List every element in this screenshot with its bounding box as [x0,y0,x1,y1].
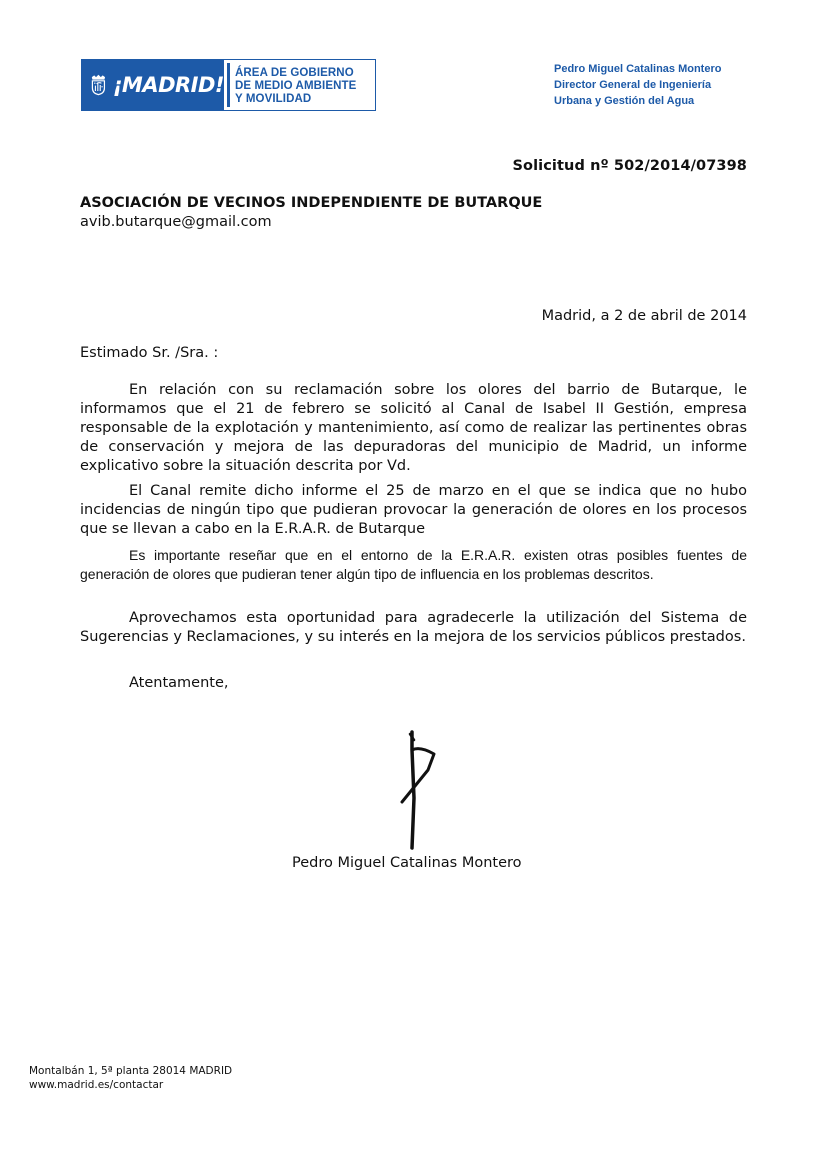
madrid-logo [81,59,376,111]
recipient-name: ASOCIACIÓN DE VECINOS INDEPENDIENTE DE BUTARQUE [80,195,543,211]
footer-address: Montalbán 1, 5ª planta 28014 MADRID [29,1065,233,1077]
body-paragraph-1: En relación con su reclamación sobre los olores del barrio de Butarque, le informamos que el 21 de febrero se solicitó al Canal de Isabel II Gestión, empresa responsable de la explotación y mantenimiento, así como de realizar las pertinentes obras de conservación y mejora de las depuradoras del municipio de Madrid, un informe explicativo sobre la situación descrita por Vd. [80,382,747,474]
handwritten-signature [392,728,442,853]
letter-date: Madrid, a 2 de abril de 2014 [541,308,747,324]
body-paragraph-2: El Canal remite dicho informe el 25 de marzo en el que se indica que no hubo incidencias de ningún tipo que pudieran provocar la generación de olores en los procesos que se llevan a cabo en la E.R.A.R. de Butarque [80,483,747,537]
logo-line-1: ÁREA DE GOBIERNO [235,66,354,79]
sender-title-line-2: Urbana y Gestión del Agua [554,95,695,107]
recipient-email: avib.butarque@gmail.com [80,214,272,230]
signer-name: Pedro Miguel Catalinas Montero [292,855,522,871]
salutation: Estimado Sr. /Sra. : [80,345,219,361]
footer [29,1064,232,1092]
request-reference: Solicitud nº 502/2014/07398 [512,158,747,174]
logo-brand-block [82,60,224,110]
logo-line-3: Y MOVILIDAD [235,92,312,105]
footer-website: www.madrid.es/contactar [29,1079,164,1091]
sender-block [554,61,721,109]
logo-brand-text: ¡MADRID! [112,73,224,97]
logo-line-2: DE MEDIO AMBIENTE [235,79,357,92]
logo-department-block [227,63,375,107]
body-paragraph-4: Aprovechamos esta oportunidad para agradecerle la utilización del Sistema de Sugerencias y Reclamaciones, y su interés en la mejora de los servicios públicos prestados. [80,610,747,645]
madrid-coat-of-arms-icon [90,68,107,102]
closing: Atentamente, [129,675,229,691]
sender-title-line-1: Director General de Ingeniería [554,79,712,91]
body-paragraph-3: Es importante reseñar que en el entorno de la E.R.A.R. existen otras posibles fuentes de generación de olores que pudieran tener algún tipo de influencia en los problemas descritos. [80,547,747,582]
sender-name: Pedro Miguel Catalinas Montero [554,63,722,75]
